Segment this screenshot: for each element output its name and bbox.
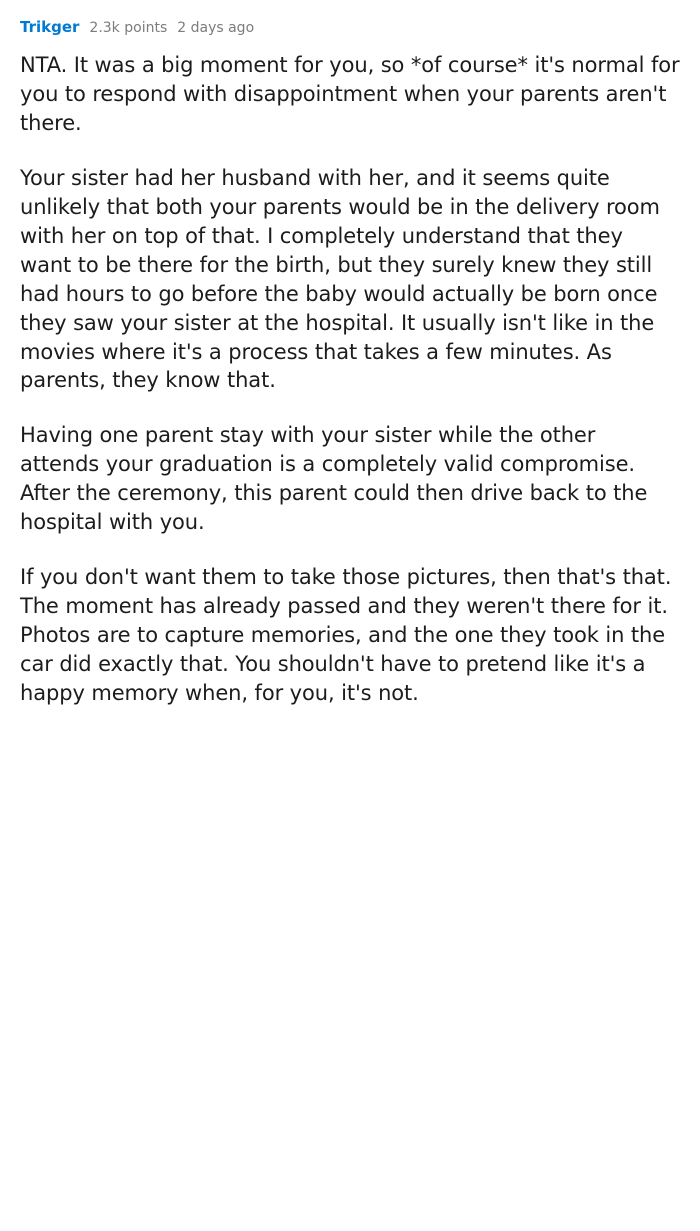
comment-body bbox=[20, 51, 680, 708]
comment-points: 2.3k points bbox=[89, 20, 168, 36]
comment-paragraph: Having one parent stay with your sister while the other attends your graduation is a completely valid compromise. After the ceremony, this parent could then drive back to the hospital with you. bbox=[20, 423, 648, 535]
comment-paragraph: If you don't want them to take those pictures, then that's that. The moment has already passed and they weren't there for it. Photos are to capture memories, and the one they took in the car did exactly that. You shouldn't have to pretend like it's a happy memory when, for you, it's not. bbox=[20, 565, 672, 706]
comment-timestamp: 2 days ago bbox=[177, 20, 255, 36]
comment-paragraph: NTA. It was a big moment for you, so *of course* it's normal for you to respond with disappointment when your parents aren't there. bbox=[20, 52, 680, 135]
comment-paragraph: Your sister had her husband with her, and it seems quite unlikely that both your parents would be in the delivery room with her on top of that. I completely understand that they want to be there for the birth, but they surely knew they still had hours to go before the baby would actually be born once they saw your sister at the hospital. It usually isn't like in the movies where it's a process that takes a few minutes. As parents, they know that. bbox=[20, 165, 660, 393]
comment-author-link[interactable]: Trikger bbox=[20, 18, 80, 36]
comment-meta bbox=[20, 18, 680, 37]
